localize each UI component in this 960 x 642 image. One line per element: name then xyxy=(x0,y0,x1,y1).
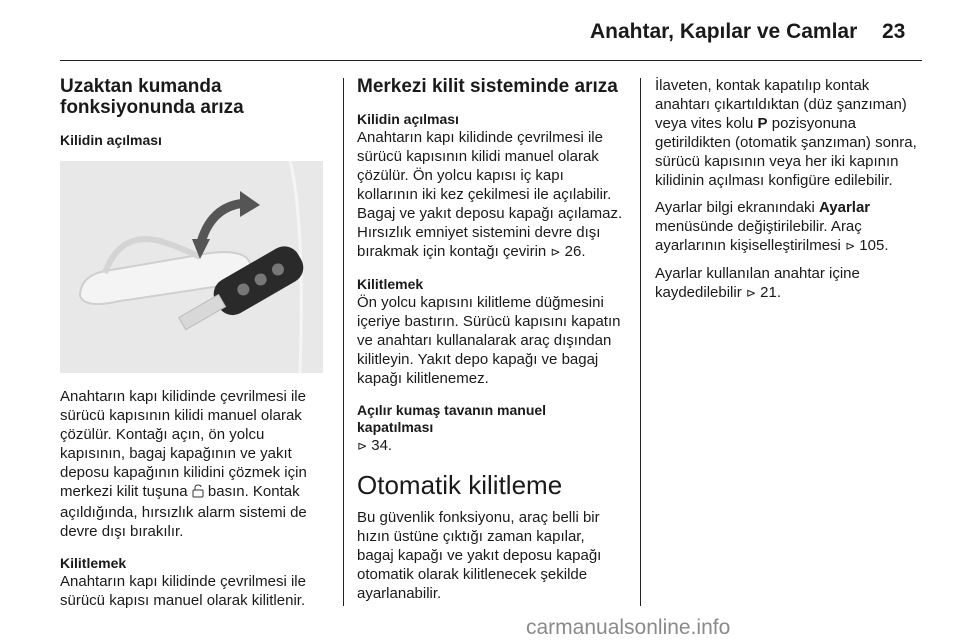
page-number: 23 xyxy=(882,20,906,43)
column-divider-1 xyxy=(343,78,344,606)
page-reference[interactable]: 21 xyxy=(760,284,777,301)
section-heading-remote-failure xyxy=(60,76,328,118)
door-handle-key-illustration xyxy=(60,161,323,373)
section-heading-central-lock-failure: Merkezi kilit sisteminde arıza xyxy=(357,76,618,97)
reference-arrow-icon: ⊳ xyxy=(357,439,368,453)
header-divider xyxy=(60,60,922,61)
subheading-locking-2: Kilitlemek xyxy=(357,276,424,292)
subheading-sunroof-manual-close: Açılır kumaş tavanın manuel kapatılması xyxy=(357,402,547,435)
section-heading-automatic-locking: Otomatik kilitleme xyxy=(357,470,563,500)
page-header-title: Anahtar, Kapılar ve Camlar xyxy=(590,20,858,43)
column-1 xyxy=(60,76,328,610)
page-reference[interactable]: 34 xyxy=(371,437,388,454)
paragraph-sunroof-reference: ⊳ 34. xyxy=(357,437,393,454)
column-2 xyxy=(357,76,625,603)
paragraph-remote-unlocking: Anahtarın kapı kilidinde çevrilmesi ile sürücü kapısının kilidi manuel olarak çözülür. Kontağı açın, ön yolcu kapısının, bagaj kapağının ve yakıt deposu kapağının kilidini çözmek için merkezi kilit tuşuna basın. Kontak açıldığında, hırsızlık alarm sistemi de devre dışı bırakılır. xyxy=(60,388,307,540)
column-3 xyxy=(655,76,923,303)
heading-line-2: fonksiyonunda arıza xyxy=(60,97,244,118)
subheading-locking: Kilitlemek xyxy=(60,555,127,571)
page-reference[interactable]: 105 xyxy=(859,237,885,254)
paragraph-central-locking: Ön yolcu kapısını kilitleme düğmesini içeriye bastırın. Sürücü kapısını kapatın ve anahtarı kullanalarak araç dışından kilitleyin. Yakıt depo kapağı ve bagaj kapağı kilitlenemez. xyxy=(357,294,621,387)
subheading-unlocking: Kilidin açılması xyxy=(60,132,162,148)
paragraph-unlock-configuration: İlaveten, kontak kapatılıp kontak anahtarı çıkartıldıktan (düz şanzıman) veya vites kolu P pozisyonuna getirildikten (otomatik şanzıman) sonra, sürücü kapısının veya her iki kapının kilidinin açılması konfigüre edilebilir. xyxy=(655,77,917,189)
subheading-unlocking-2: Kilidin açılması xyxy=(357,111,459,127)
paragraph-central-unlocking: Anahtarın kapı kilidinde çevrilmesi ile sürücü kapısının kilidi manuel olarak çözülür. Ön yolcu kapısı iç kapı kollarının iki kez çekilmesi ile açılabilir. Bagaj ve yakıt deposu kapağı açılamaz. Hırsızlık emniyet sistemini devre dışı bırakmak için kontağı çevirin ⊳ 26. xyxy=(357,129,623,260)
reference-arrow-icon: ⊳ xyxy=(550,245,561,259)
reference-arrow-icon: ⊳ xyxy=(745,286,756,300)
paragraph-automatic-locking: Bu güvenlik fonksiyonu, araç belli bir hızın üstüne çıktığı zaman kapılar, bagaj kapağı ve yakıt deposu kapağı otomatik olarak kilitlenecek şekilde ayarlanabilir. xyxy=(357,509,602,602)
column-divider-2 xyxy=(640,78,641,606)
unlock-icon xyxy=(192,484,204,503)
paragraph-settings-saved: Ayarlar kullanılan anahtar içine kaydedilebilir ⊳ 21. xyxy=(655,265,860,301)
watermark: carmanualsonline.info xyxy=(526,616,731,639)
page-reference[interactable]: 26 xyxy=(564,243,582,260)
reference-arrow-icon: ⊳ xyxy=(845,239,856,253)
paragraph-remote-locking: Anahtarın kapı kilidinde çevrilmesi ile sürücü kapısı manuel olarak kilitlenir. xyxy=(60,573,306,609)
paragraph-settings-menu: Ayarlar bilgi ekranındaki Ayarlar menüsünde değiştirilebilir. Araç ayarlarının kişiselleştirilmesi ⊳ 105. xyxy=(655,199,889,254)
heading-line-1: Uzaktan kumanda xyxy=(60,76,222,97)
